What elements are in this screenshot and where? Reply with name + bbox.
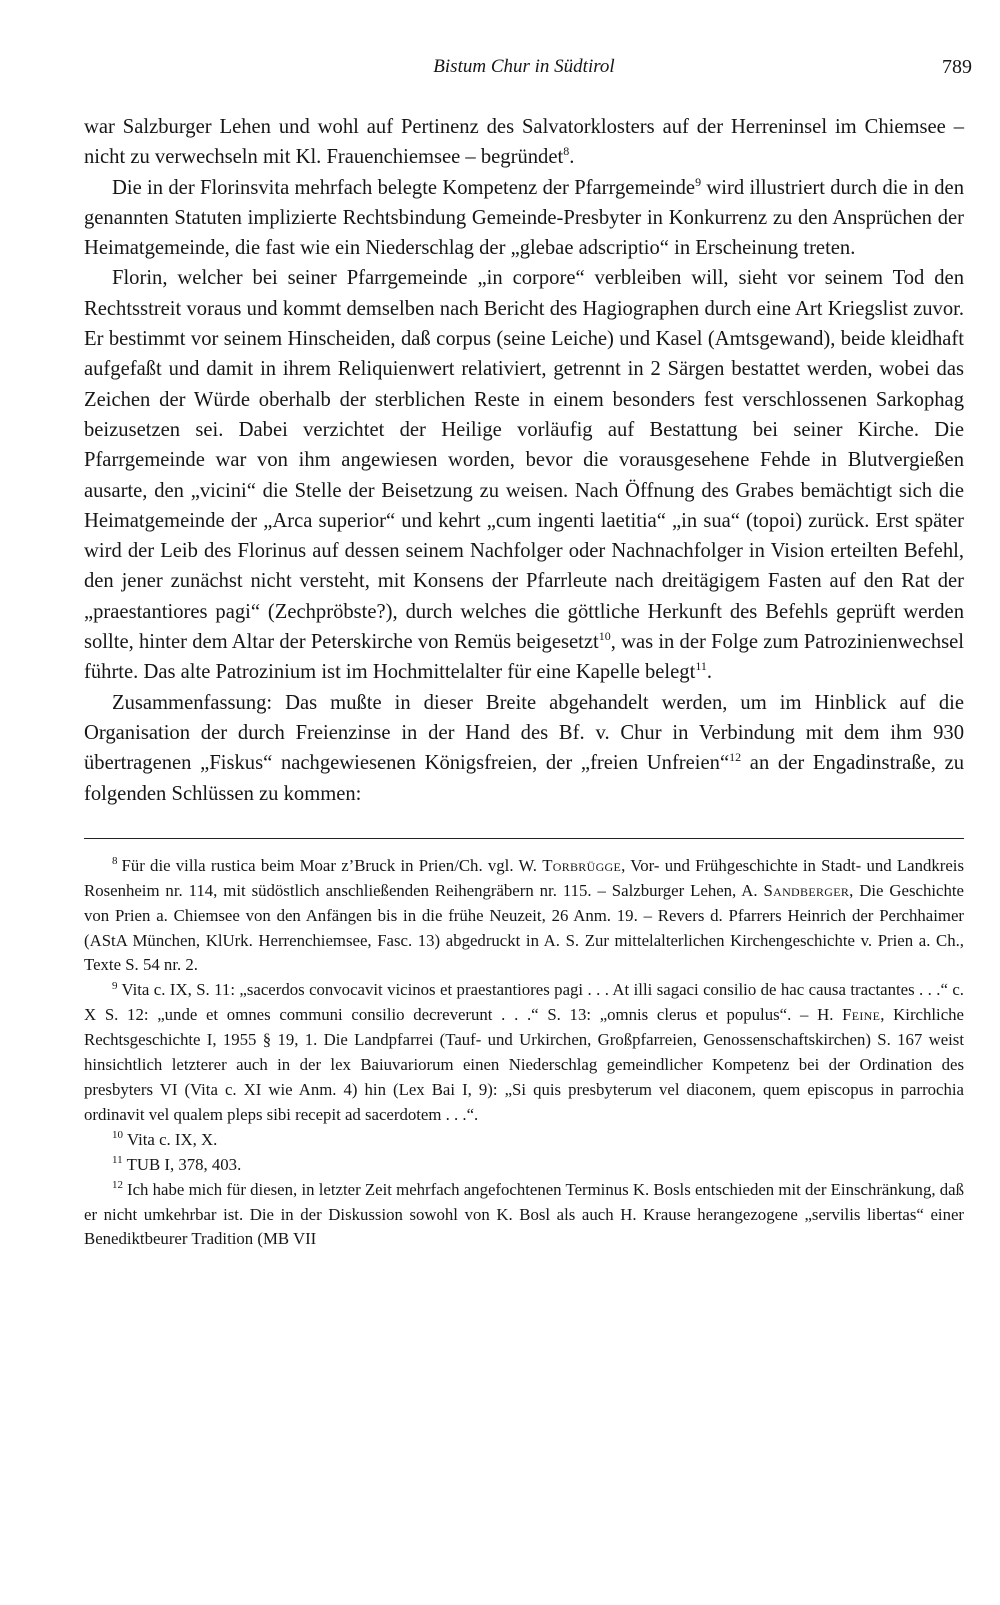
footnote-ref-12: 12	[729, 750, 742, 765]
paragraph-1	[84, 112, 964, 173]
footnote-ref-11: 11	[695, 659, 707, 674]
footnote-12	[84, 1178, 964, 1253]
paragraph-3	[84, 263, 964, 687]
paragraph-2-text-a: Die in der Florinsvita mehrfach belegte Kompetenz der Pfarrgemeinde	[112, 176, 696, 199]
footnote-9	[84, 978, 964, 1127]
footnote-11	[84, 1153, 964, 1178]
paragraph-3-text-b: , was in der Folge zum Patrozinienwechsel führte. Das alte Patrozinium ist im Hochmittelalter für eine Kapelle belegt	[84, 631, 964, 684]
author-name-feine: Feine	[842, 1005, 881, 1025]
footnote-8-text-a: Für die villa rustica beim Moar z’Bruck in Prien/Ch. vgl. W.	[121, 855, 543, 875]
footnote-10-text: Vita c. IX, X.	[127, 1129, 218, 1149]
paragraph-1-end: .	[569, 146, 575, 169]
footnote-8-text-b: , Vor- und Frühgeschichte in Stadt- und Landkreis Rosenheim nr. 114, mit südöstlich anschließenden Reihengräbern nr. 115. – Salzburger Lehen, A.	[84, 855, 964, 900]
footnote-9-text-a: Vita c. IX, S. 11: „sacerdos convocavit vicinos et praestantiores pagi . . . At illi sagaci consilio de hac causa tractantes . . .“ c. X S. 12: „unde et omnes communi consilio decreverunt . . .“ S. 13: „omnis clerus et populus“. – H.	[84, 980, 964, 1025]
paragraph-2	[84, 173, 964, 264]
footnote-11-text: TUB I, 378, 403.	[126, 1154, 242, 1174]
book-page	[84, 52, 972, 1592]
footnote-ref-8: 8	[563, 144, 570, 159]
footnote-8	[84, 854, 964, 979]
paragraph-3-text-a: Florin, welcher bei seiner Pfarrgemeinde „in corpore“ verbleiben will, sieht vor seinem Tod den Rechtsstreit voraus und kommt demselben nach Bericht des Hagiographen durch eine Art Kriegslist zuvor. Er bestimmt vor seinem Hinscheiden, daß corpus (seine Leiche) und Kasel (Amtsgewand), beide kleidhaft aufgefaßt und damit in ihrem Reliquienwert relativiert, getrennt in 2 Särgen bestattet werden, wobei das Zeichen der Würde oberhalb der sterblichen Reste in einem besonders fest verschlossenen Sarkophag beizusetzen sei. Dabei verzichtet der Heilige vorläufig auf Bestattung bei seiner Kirche. Die Pfarrgemeinde war von ihm angewiesen worden, bevor die vorausgesehene Fehde in Blutvergießen ausarte, den „vicini“ die Stelle der Beisetzung zu weisen. Nach Öffnung des Grabes bemächtigt sich die Heimatgemeinde der „Arca superior“ und kehrt „cum ingenti laetitia“ „in sua“ (topoi) zurück. Erst später wird der Leib des Florinus auf dessen seinem Nachfolger oder Nachnachfolger in Vision erteilten Befehl, den jener zunächst nicht versteht, mit Konsens der Pfarrleute nach dreitägigem Fasten auf den Rat der „praestantiores pagi“ (Zechpröbste?), durch welches die göttliche Herkunft des Befehls geprüft werden sollte, hinter dem Altar der Peterskirche von Remüs beigesetzt	[84, 267, 964, 654]
footnote-9-text-b: , Kirchliche Rechtsgeschichte I, 1955 § 19, 1. Die Landpfarrei (Tauf- und Urkirchen, Großpfarreien, Genossenschaftskirchen) S. 167 weist hinsichtlich letzterer auch in der lex Baiuvariorum einen Niederschlag gemeindlicher Kompetenz bei der Ordination des presbyters VI (Vita c. XI wie Anm. 4) hin (Lex Bai I, 9): „Si quis presbyterum vel diaconem, quem episcopus in parrochia ordinavit vel qualem pleps sibi recepit ad sacerdotem . . .“.	[84, 1005, 964, 1124]
running-head	[84, 52, 972, 86]
running-title: Bistum Chur in Südtirol	[433, 56, 615, 77]
paragraph-3-end: .	[706, 661, 713, 684]
footnote-number-8: 8	[112, 855, 118, 868]
footnote-12-text: Ich habe mich für diesen, in letzter Zeit mehrfach angefochtenen Terminus K. Bosls entschieden mit der Einschränkung, daß er nicht umkehrbar ist. Die in der Diskussion sowohl von K. Bosl als auch H. Krause herangezogene „servilis libertas“ einer Benediktbeurer Tradition (MB VII	[84, 1179, 964, 1249]
main-text	[84, 112, 964, 809]
footnote-10	[84, 1128, 964, 1153]
paragraph-4	[84, 688, 964, 809]
author-name-torbruegge: Torbrügge	[542, 855, 622, 875]
footnote-separator	[84, 838, 964, 839]
footnote-number-9: 9	[112, 979, 118, 992]
footnote-number-11: 11	[112, 1154, 123, 1167]
paragraph-4-text-a: Zusammenfassung: Das mußte in dieser Breite abgehandelt werden, um im Hinblick auf die Organisation der durch Freienzinse in der Hand des Bf. v. Chur in Verbindung mit dem ihm 930 übertragenen „Fiskus“ nachgewiesenen Königsfreien, der „freien Unfreien“	[84, 691, 964, 775]
footnote-ref-10: 10	[598, 629, 611, 644]
footnote-8-text-c: , Die Geschichte von Prien a. Chiemsee von den Anfängen bis in die frühe Neuzeit, 26 Anm. 19. – Revers d. Pfarrers Heinrich der Perchhaimer (AStA München, KlUrk. Herrenchiemsee, Fasc. 13) abgedruckt in A. S. Zur mittelalterlichen Kirchengeschichte v. Prien a. Ch., Texte S. 54 nr. 2.	[84, 880, 964, 975]
author-name-sandberger: Sandberger	[763, 880, 850, 900]
paragraph-4-text-b: an der Engadinstraße, zu folgenden Schlüssen zu kommen:	[84, 752, 965, 805]
footnote-ref-9: 9	[695, 174, 702, 189]
footnote-number-10: 10	[112, 1129, 123, 1142]
footnotes	[84, 854, 964, 1253]
paragraph-2-text-b: wird illustriert durch die in den genannten Statuten implizierte Rechtsbindung Gemeinde-Presbyter in Konkurrenz zu den Ansprüchen der Heimatgemeinde, die fast wie ein Niederschlag der „glebae adscriptio“ in Erscheinung treten.	[84, 176, 964, 260]
page-number: 789	[942, 56, 972, 78]
footnote-number-12: 12	[112, 1179, 123, 1192]
paragraph-1-text: war Salzburger Lehen und wohl auf Pertinenz des Salvatorklosters auf der Herreninsel im Chiemsee – nicht zu verwechseln mit Kl. Frauenchiemsee – begründet	[84, 116, 964, 169]
